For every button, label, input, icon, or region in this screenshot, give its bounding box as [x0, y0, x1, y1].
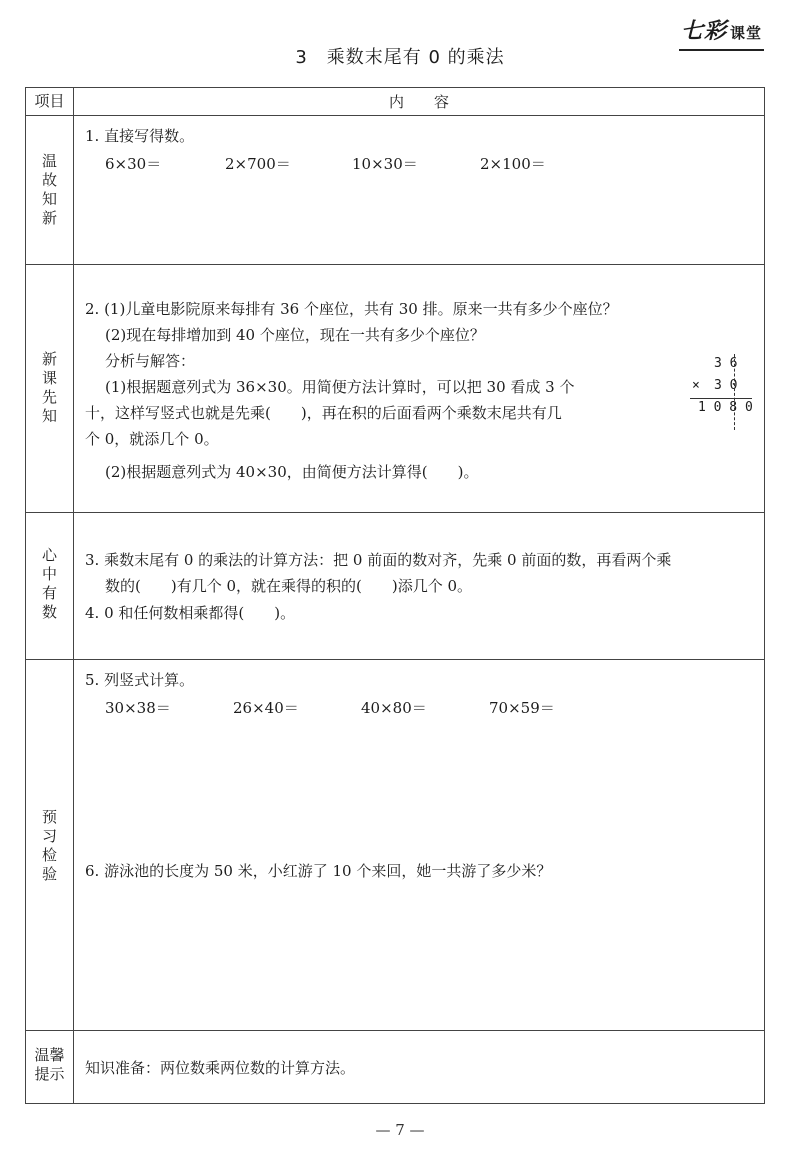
header-item: 项目: [34, 92, 65, 110]
row-divider: [26, 1030, 764, 1031]
question-2-line-4: (1)根据题意列式为 36×30。用简便方法计算时，可以把 30 看成 3 个: [105, 378, 575, 396]
exercise-5a: 30×38＝: [105, 699, 171, 717]
row-divider: [26, 659, 764, 660]
vertical-row-2: 3 0: [714, 378, 738, 393]
question-2-line-1: 2. (1)儿童电影院原来每排有 36 个座位，共有 30 排。原来一共有多少个座位？: [85, 300, 618, 318]
vertical-operator: ×: [692, 378, 700, 393]
exercise-5b: 26×40＝: [233, 699, 299, 717]
question-2-line-6: 个 0，就添几个 0。: [85, 430, 219, 448]
column-divider: [73, 88, 74, 1103]
row-divider: [26, 264, 764, 265]
exercise-5c: 40×80＝: [361, 699, 427, 717]
exercise-1b: 2×700＝: [225, 155, 291, 173]
section-label-wengu: 温 故 知 新: [41, 152, 57, 227]
vertical-result: 1 0 8 0: [698, 400, 753, 415]
question-5: 5. 列竖式计算。: [85, 671, 195, 689]
brand-logo-main: 七彩: [680, 19, 727, 44]
exercise-1a: 6×30＝: [105, 155, 162, 173]
vertical-rule: [690, 398, 752, 399]
exercise-5d: 70×59＝: [489, 699, 555, 717]
question-3-line-1: 3. 乘数末尾有 0 的乘法的计算方法：把 0 前面的数对齐，先乘 0 前面的数，再看两个乘: [85, 551, 672, 569]
question-2-line-7: (2)根据题意列式为 40×30，由简便方法计算得( )。: [105, 463, 479, 481]
brand-logo-sub: 课堂: [729, 24, 762, 42]
page-number: — 7 —: [375, 1121, 425, 1139]
question-3-line-2: 数的( )有几个 0，就在乘得的积的( )添几个 0。: [105, 577, 473, 595]
row-divider: [26, 115, 764, 116]
tip-text: 知识准备：两位数乘两位数的计算方法。: [85, 1059, 356, 1077]
exercise-1c: 10×30＝: [352, 155, 418, 173]
question-6: 6. 游泳池的长度为 50 米，小红游了 10 个来回，她一共游了多少米？: [85, 862, 552, 880]
header-content: 内容: [388, 93, 479, 111]
section-label-xinke: 新 课 先 知: [41, 350, 57, 425]
vertical-zero-guide: [734, 354, 735, 430]
section-label-yuxi: 预 习 检 验: [41, 808, 57, 883]
question-2-line-5: 十，这样写竖式也就是先乘( )，再在积的后面看两个乘数末尾共有几: [85, 404, 562, 422]
question-2-line-2: (2)现在每排增加到 40 个座位，现在一共有多少个座位？: [105, 326, 485, 344]
question-2-line-3: 分析与解答：: [105, 352, 196, 370]
question-4: 4. 0 和任何数相乘都得( )。: [85, 604, 296, 622]
question-1: 1. 直接写得数。: [85, 127, 195, 145]
row-divider: [26, 512, 764, 513]
vertical-row-1: 3 6: [714, 356, 738, 371]
section-label-xinzhong: 心 中 有 数: [41, 546, 57, 621]
exercise-1d: 2×100＝: [480, 155, 546, 173]
section-label-wenxin: 温馨 提示: [34, 1046, 65, 1083]
vertical-multiplication: [688, 356, 758, 431]
page-title: 3 乘数末尾有 0 的乘法: [295, 47, 505, 68]
